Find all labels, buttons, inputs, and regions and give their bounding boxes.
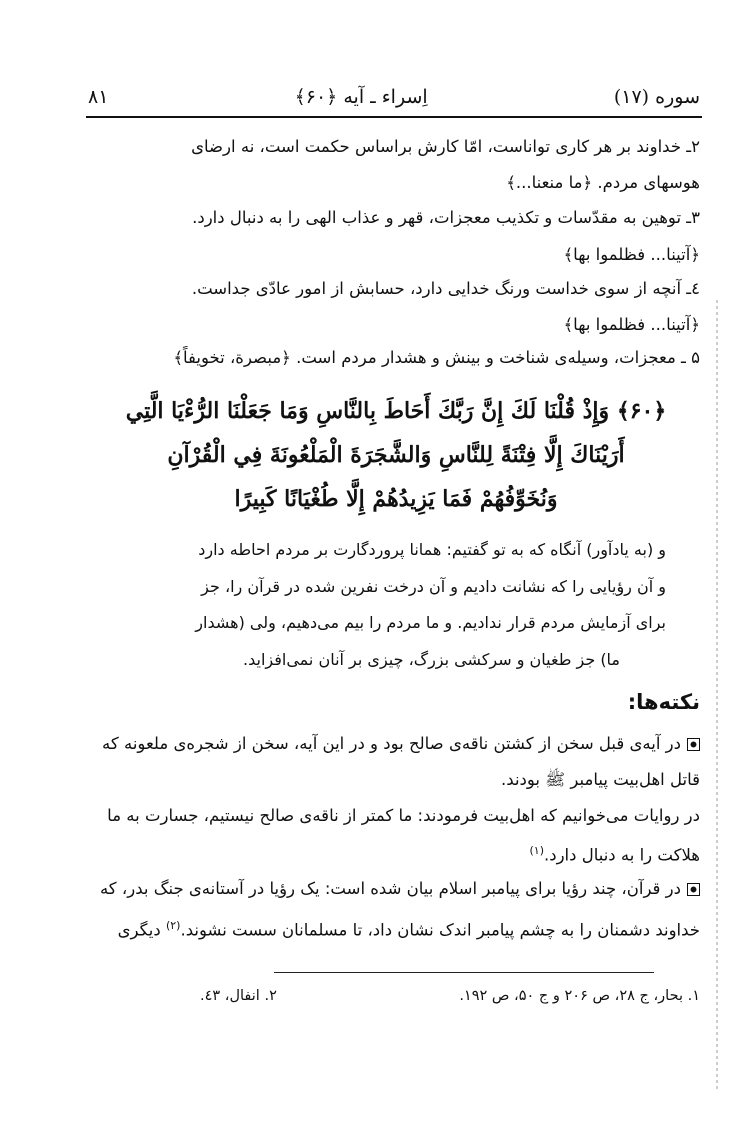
footnote-1: ۱. بحار، ج ۲۸، ص ۲۰۶ و ج ۵۰، ص ۱۹۲. [459,988,700,1004]
page-header [88,82,700,112]
note-2-line1: در روایات می‌خوانیم که اهل‌بیت فرمودند: ما کمتر از ناقه‌ی صالح نیستیم، جسارت به ما [107,806,700,825]
point-5-line1: ۵ ـ معجزات، وسیله‌ی شناخت و بینش و هشدار مردم است. ﴿مبصرة، تخویفاً﴾ [173,348,700,367]
bullet-icon [687,883,700,896]
header-divider [86,116,702,118]
scan-edge [716,300,718,1090]
note-2-text: هلاکت را به دنبال دارد. [543,845,700,865]
note-3-text: در قرآن، چند رؤیا برای پیامبر اسلام بیان شده است: یک رؤیا در آستانه‌ی جنگ بدر، که [99,879,681,898]
note-3-text-b: دیگری [117,920,166,940]
note-3-line1 [86,872,700,906]
note-2-line2 [86,834,700,873]
note-3-line2 [86,909,700,948]
point-4-line2: ﴿آتینا... فظلموا بها﴾ [563,315,700,334]
note-3-text-a: خداوند دشمنان را به چشم پیامبر اندک نشان داد، تا مسلمانان سست نشوند. [180,920,700,940]
translation-line-4: ما) جز طغیان و سرکشی بزرگ، چیزی بر آنان نمی‌افزاید. [243,650,620,669]
header-surah: سوره (۱۷) [613,86,700,108]
footnote-divider [274,972,654,973]
translation-line-2: و آن رؤیایی را که نشانت دادیم و آن درخت نفرین شده در قرآن را، جز [201,577,666,596]
verse-line-2: أَرَيْنَاكَ إِلَّا فِتْنَةً لِلنَّاسِ وَالشَّجَرَةَ الْمَلْعُونَةَ فِي الْقُرْآنِ [167,442,625,468]
page-number: ۸۱ [88,86,109,108]
translation-line-1: و (به یادآور) آنگاه که به تو گفتیم: همانا پروردگارت بر مردم احاطه دارد [198,540,666,559]
note-1-text: در آیه‌ی قبل سخن از کشتن ناقه‌ی صالح بود و در این آیه، سخن از شجره‌ی ملعونه که [102,734,681,753]
verse-line-3: وَنُخَوِّفُهُمْ فَمَا يَزِيدُهُمْ إِلَّا طُغْيَانًا كَبِيرًا [234,486,558,512]
footnote-ref-2: (۲) [165,919,181,932]
note-1-line1 [86,727,700,761]
bullet-icon [687,738,700,751]
translation-line-3: برای آزمایش مردم قرار ندادیم. و ما مردم را بیم می‌دهیم، ولی (هشدار [195,613,666,632]
point-3-line1: ۳ـ توهین به مقدّسات و تکذیب معجزات، قهر و عذاب الهی را به دنبال دارد. [192,208,700,227]
point-2-line1: ۲ـ خداوند بر هر کاری تواناست، امّا کارش براساس حکمت است، نه ارضای [191,137,700,156]
notes-heading: نکته‌ها: [627,690,700,714]
footnote-ref-1: (۱) [529,844,544,857]
note-1-line2: قاتل اهل‌بیت پیامبر ﷺ بودند. [501,770,700,789]
footnote-2: ۲. انفال، ٤۳. [200,988,277,1004]
point-4-line1: ٤ـ آنچه از سوی خداست ورنگ خدایی دارد، حسابش از امور عادّی جداست. [191,279,700,298]
header-verse-title: اِسراء ـ آیه ﴿۶۰﴾ [294,86,428,108]
point-2-line2: هوسهای مردم. ﴿ما منعنا...﴾ [506,173,700,192]
verse-line-1: ﴿۶۰﴾ وَإِذْ قُلْنَا لَكَ إِنَّ رَبَّكَ أَحَاطَ بِالنَّاسِ وَمَا جَعَلْنَا الرُّءْيَا الَّتِي [125,398,667,424]
point-3-line2: ﴿آتینا... فظلموا بها﴾ [563,245,700,264]
